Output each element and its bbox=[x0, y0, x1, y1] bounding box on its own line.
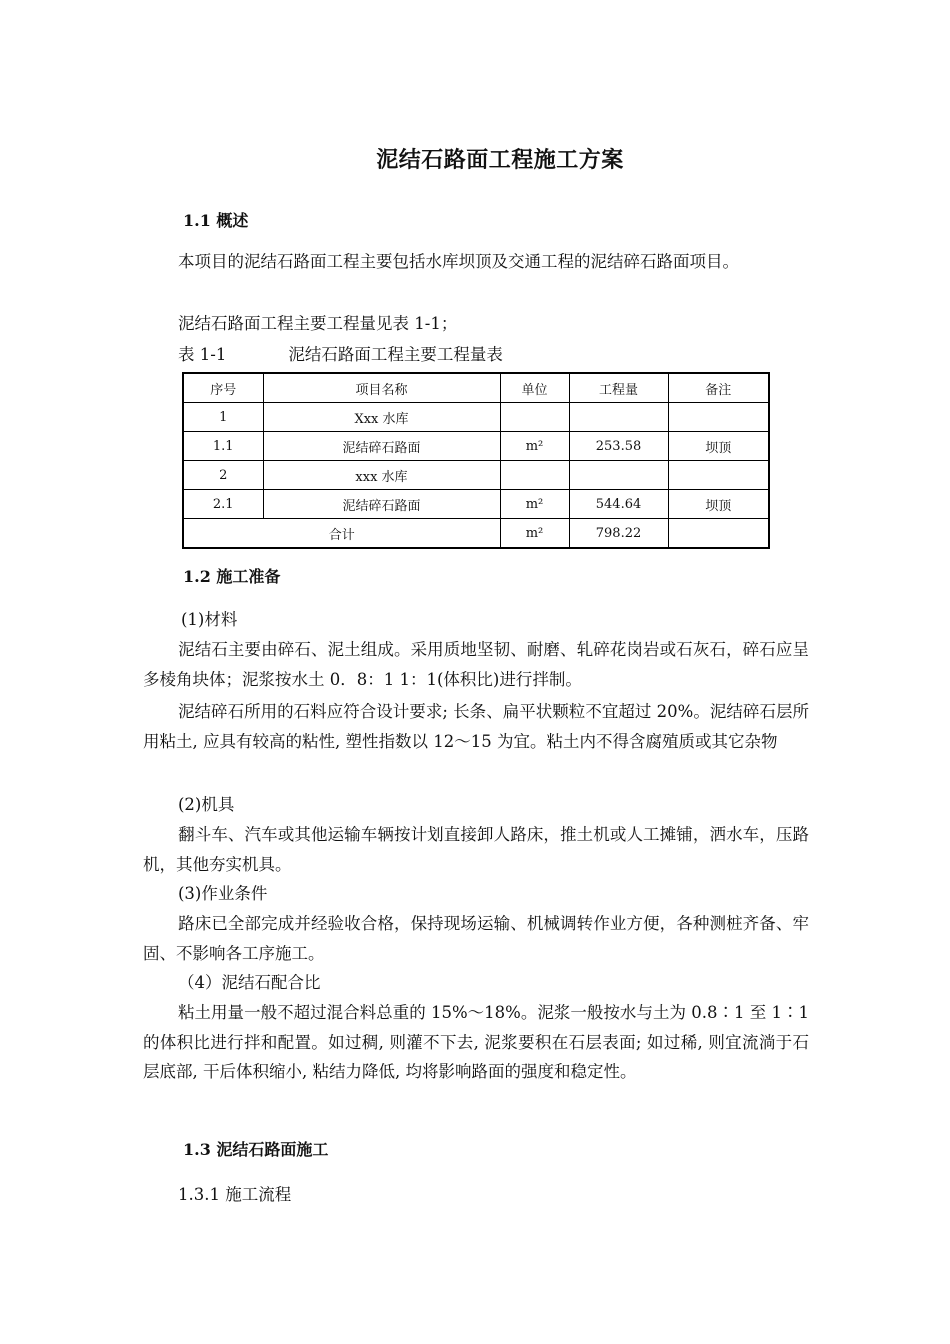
table-cell: 泥结碎石路面 bbox=[263, 432, 500, 461]
section-heading-overview: 1.1 概述 bbox=[183, 211, 249, 230]
table-cell: 2.1 bbox=[183, 490, 263, 519]
mix-ratio-text: 粘土用量一般不超过混合料总重的 15%～18%。泥浆一般按水与土为 0.8∶1 至 1∶1 的体积比进行拌和配置。如过稠, 则灌不下去, 泥浆要积在石层表面; 如过稀, 则宜流淌于石层底部, 干后体积缩小, 粘结力降低, 均将影响路面的强度和稳定性。 bbox=[143, 1003, 809, 1081]
total-note bbox=[668, 519, 769, 549]
table-cell: m² bbox=[500, 432, 569, 461]
table-cell: 泥结碎石路面 bbox=[263, 490, 500, 519]
table-cell bbox=[500, 403, 569, 432]
materials-text-1: 泥结石主要由碎石、泥土组成。采用质地坚韧、耐磨、轧碎花岗岩或石灰石，碎石应呈多棱角块体；泥浆按水土 0．8：1 1：1(体积比)进行拌制。 bbox=[143, 640, 809, 689]
mix-ratio-paragraph bbox=[143, 998, 809, 1087]
table-cell: 坝顶 bbox=[668, 490, 769, 519]
header-cell: 序号 bbox=[183, 373, 263, 403]
section-heading-preparation: 1.2 施工准备 bbox=[183, 567, 281, 586]
table-row bbox=[183, 461, 769, 490]
subheading-equipment: (2)机具 bbox=[178, 795, 235, 814]
materials-paragraph-1 bbox=[143, 635, 809, 694]
document-title: 泥结石路面工程施工方案 bbox=[376, 147, 624, 173]
table-row bbox=[183, 432, 769, 461]
total-unit: m² bbox=[500, 519, 569, 549]
conditions-paragraph bbox=[143, 909, 809, 968]
table-cell: 544.64 bbox=[569, 490, 668, 519]
table-cell bbox=[569, 461, 668, 490]
total-quantity: 798.22 bbox=[569, 519, 668, 549]
conditions-text: 路床已全部完成并经验收合格，保持现场运输、机械调转作业方便，各种测桩齐备、牢固、不影响各工序施工。 bbox=[143, 914, 809, 963]
header-cell: 项目名称 bbox=[263, 373, 500, 403]
table-total-row bbox=[183, 519, 769, 549]
table-cell bbox=[500, 461, 569, 490]
table-cell bbox=[668, 461, 769, 490]
subheading-mix-ratio: （4）泥结石配合比 bbox=[178, 973, 321, 992]
header-cell: 备注 bbox=[668, 373, 769, 403]
quantity-table bbox=[182, 372, 770, 549]
overview-paragraph bbox=[143, 247, 809, 277]
total-label: 合计 bbox=[183, 519, 500, 549]
table-cell: m² bbox=[500, 490, 569, 519]
section-heading-construction: 1.3 泥结石路面施工 bbox=[183, 1140, 329, 1159]
subheading-conditions: (3)作业条件 bbox=[178, 884, 268, 903]
equipment-paragraph bbox=[143, 820, 809, 879]
table-caption-line bbox=[178, 341, 503, 365]
table-reference-line: 泥结石路面工程主要工程量见表 1-1； bbox=[178, 314, 458, 333]
table-header-row bbox=[183, 373, 769, 403]
table-number: 表 1-1 bbox=[178, 345, 227, 364]
header-cell: 工程量 bbox=[569, 373, 668, 403]
table-cell: 1 bbox=[183, 403, 263, 432]
materials-paragraph-2 bbox=[143, 697, 809, 756]
table-cell: 1.1 bbox=[183, 432, 263, 461]
table-cell: 2 bbox=[183, 461, 263, 490]
table-row bbox=[183, 490, 769, 519]
table-cell: 253.58 bbox=[569, 432, 668, 461]
subheading-materials: (1)材料 bbox=[181, 610, 238, 629]
header-cell: 单位 bbox=[500, 373, 569, 403]
materials-text-2: 泥结碎石所用的石料应符合设计要求; 长条、扁平状颗粒不宜超过 20%。泥结碎石层所用粘土, 应具有较高的粘性, 塑性指数以 12～15 为宜。粘土内不得含腐殖质或其它杂物 bbox=[143, 702, 809, 751]
table-row bbox=[183, 403, 769, 432]
equipment-text: 翻斗车、汽车或其他运输车辆按计划直接卸人路床，推土机或人工摊铺，洒水车，压路机，其他夯实机具。 bbox=[143, 825, 809, 874]
table-cell: xxx 水库 bbox=[263, 461, 500, 490]
table-cell bbox=[569, 403, 668, 432]
subheading-process-flow: 1.3.1 施工流程 bbox=[178, 1185, 292, 1204]
overview-text: 本项目的泥结石路面工程主要包括水库坝顶及交通工程的泥结碎石路面项目。 bbox=[178, 252, 739, 271]
table-cell: 坝顶 bbox=[668, 432, 769, 461]
table-cell bbox=[668, 403, 769, 432]
table-caption: 泥结石路面工程主要工程量表 bbox=[288, 345, 503, 364]
table-cell: Xxx 水库 bbox=[263, 403, 500, 432]
